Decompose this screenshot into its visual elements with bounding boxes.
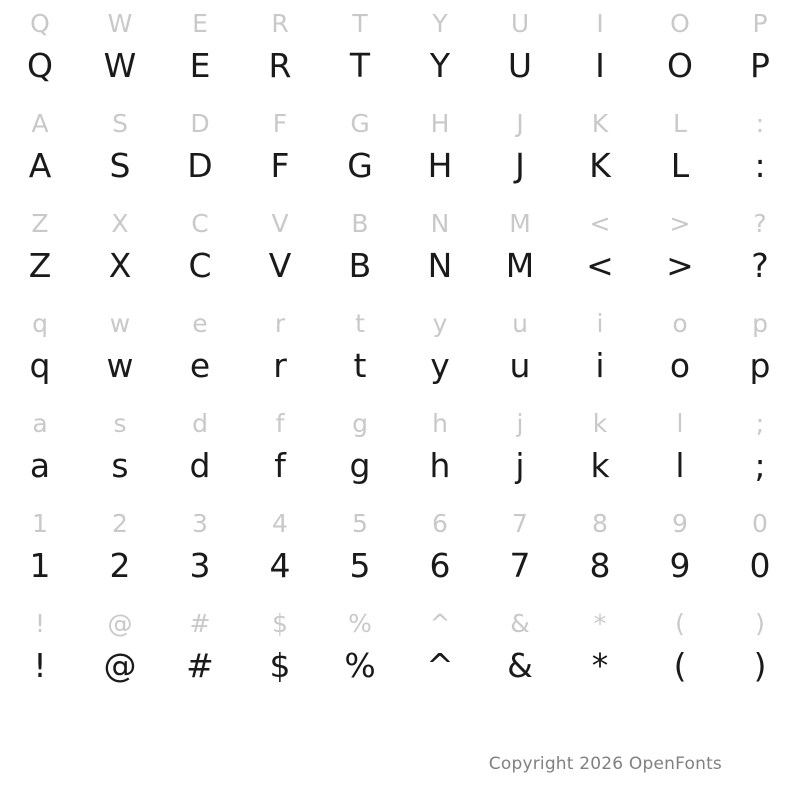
glyph-cell: M (505, 245, 535, 285)
glyph-cell: e (192, 308, 208, 338)
glyph-cell: ! (33, 645, 47, 685)
glyph-cell: 8 (592, 508, 608, 538)
glyph-cell: ^ (429, 608, 451, 638)
glyph-cell: ) (755, 608, 765, 638)
glyph-cell: N (427, 245, 453, 285)
glyph-cell: U (510, 8, 530, 38)
glyph-cell: t (355, 308, 365, 338)
glyph-cell: W (103, 45, 137, 85)
glyph-cell: P (750, 45, 770, 85)
glyph-cell: C (188, 245, 212, 285)
glyph-cell: B (348, 245, 372, 285)
glyph-cell: g (352, 408, 368, 438)
glyph-cell: F (272, 108, 288, 138)
glyph-cell: k (592, 408, 608, 438)
glyph-cell: G (347, 145, 373, 185)
glyph-cell: 7 (512, 508, 528, 538)
glyph-cell: H (427, 145, 453, 185)
glyph-cell: 0 (752, 508, 768, 538)
glyph-cell: 7 (509, 545, 531, 585)
glyph-cell: C (191, 208, 209, 238)
glyph-cell: r (273, 345, 287, 385)
glyph-cell: ( (673, 645, 687, 685)
glyph-cell: D (187, 145, 213, 185)
glyph-cell: ; (754, 445, 766, 485)
glyph-cell: f (274, 445, 286, 485)
glyph-cell: % (344, 645, 376, 685)
glyph-cell: > (669, 208, 691, 238)
glyph-cell: A (28, 145, 52, 185)
glyph-cell: : (755, 108, 765, 138)
glyph-cell: # (189, 608, 211, 638)
glyph-cell: s (113, 408, 127, 438)
glyph-cell: K (591, 108, 609, 138)
glyph-cell: A (31, 108, 49, 138)
glyph-cell: Z (28, 245, 52, 285)
glyph-cell: d (192, 408, 208, 438)
glyph-cell: l (676, 408, 684, 438)
glyph-cell: T (352, 8, 368, 38)
specimen-row (0, 404, 800, 504)
glyph-cell: @ (107, 608, 133, 638)
glyph-cell: w (106, 345, 134, 385)
glyph-cell: X (108, 245, 132, 285)
specimen-row-dark (0, 442, 800, 488)
glyph-cell: S (109, 145, 131, 185)
glyph-cell: i (595, 345, 605, 385)
specimen-row (0, 204, 800, 304)
glyph-cell: @ (103, 645, 137, 685)
glyph-cell: T (349, 45, 371, 85)
glyph-cell: w (109, 308, 131, 338)
glyph-cell: < (586, 245, 614, 285)
glyph-cell: Y (429, 45, 451, 85)
glyph-cell: E (192, 8, 208, 38)
glyph-cell: s (111, 445, 129, 485)
glyph-cell: ^ (426, 645, 454, 685)
glyph-cell: W (107, 8, 133, 38)
specimen-row-dark (0, 342, 800, 388)
glyph-cell: 6 (432, 508, 448, 538)
glyph-cell: 5 (349, 545, 371, 585)
glyph-cell: K (589, 145, 611, 185)
glyph-cell: F (270, 145, 290, 185)
glyph-cell: q (29, 345, 51, 385)
specimen-row-light (0, 4, 800, 42)
specimen-row (0, 4, 800, 104)
glyph-cell: % (348, 608, 372, 638)
specimen-row (0, 304, 800, 404)
glyph-cell: ( (675, 608, 685, 638)
glyph-cell: 5 (352, 508, 368, 538)
glyph-cell: S (112, 108, 128, 138)
glyph-cell: E (189, 45, 211, 85)
glyph-cell: 2 (112, 508, 128, 538)
glyph-cell: 9 (669, 545, 691, 585)
glyph-cell: < (589, 208, 611, 238)
glyph-cell: ! (34, 608, 46, 638)
glyph-cell: j (515, 445, 525, 485)
glyph-cell: e (189, 345, 211, 385)
glyph-cell: p (752, 308, 768, 338)
glyph-cell: O (670, 8, 690, 38)
glyph-cell: a (32, 408, 48, 438)
glyph-cell: # (186, 645, 214, 685)
glyph-cell: 8 (589, 545, 611, 585)
glyph-cell: V (271, 208, 289, 238)
glyph-cell: u (509, 345, 531, 385)
specimen-row (0, 504, 800, 604)
specimen-row-dark (0, 542, 800, 588)
glyph-cell: O (667, 45, 693, 85)
glyph-cell: I (596, 8, 604, 38)
glyph-cell: 1 (32, 508, 48, 538)
specimen-row-dark (0, 42, 800, 88)
glyph-cell: D (190, 108, 210, 138)
glyph-cell: y (430, 345, 450, 385)
glyph-cell: 3 (189, 545, 211, 585)
specimen-row-light (0, 504, 800, 542)
specimen-row-dark (0, 242, 800, 288)
glyph-cell: j (516, 408, 524, 438)
glyph-cell: B (351, 208, 369, 238)
glyph-cell: J (516, 108, 524, 138)
glyph-cell: R (271, 8, 289, 38)
glyph-cell: > (666, 245, 694, 285)
glyph-cell: t (353, 345, 367, 385)
specimen-row (0, 104, 800, 204)
glyph-cell: f (275, 408, 285, 438)
specimen-row-light (0, 204, 800, 242)
glyph-cell: g (349, 445, 371, 485)
glyph-cell: : (754, 145, 766, 185)
glyph-cell: p (749, 345, 771, 385)
glyph-cell: Z (31, 208, 49, 238)
glyph-cell: i (596, 308, 604, 338)
glyph-cell: P (752, 8, 768, 38)
specimen-row-light (0, 104, 800, 142)
glyph-cell: 3 (192, 508, 208, 538)
glyph-cell: 4 (269, 545, 291, 585)
glyph-cell: V (268, 245, 292, 285)
glyph-cell: 2 (109, 545, 131, 585)
specimen-row (0, 604, 800, 704)
glyph-cell: h (432, 408, 448, 438)
glyph-cell: J (515, 145, 525, 185)
glyph-cell: R (268, 45, 292, 85)
glyph-cell: X (111, 208, 129, 238)
glyph-cell: 4 (272, 508, 288, 538)
glyph-cell: L (673, 108, 687, 138)
specimen-row-light (0, 404, 800, 442)
specimen-row-light (0, 304, 800, 342)
glyph-cell: Q (30, 8, 50, 38)
glyph-cell: ) (753, 645, 767, 685)
glyph-cell: 1 (29, 545, 51, 585)
specimen-row-light (0, 604, 800, 642)
glyph-cell: d (189, 445, 211, 485)
glyph-cell: M (509, 208, 531, 238)
glyph-cell: ? (753, 208, 767, 238)
glyph-cell: L (670, 145, 690, 185)
glyph-cell: Y (432, 8, 448, 38)
glyph-cell: q (32, 308, 48, 338)
glyph-cell: * (591, 645, 609, 685)
glyph-cell: N (430, 208, 450, 238)
glyph-cell: H (430, 108, 450, 138)
glyph-cell: r (274, 308, 286, 338)
glyph-cell: U (507, 45, 533, 85)
specimen-row-dark (0, 642, 800, 688)
glyph-cell: I (595, 45, 605, 85)
glyph-cell: l (675, 445, 685, 485)
glyph-cell: * (593, 608, 607, 638)
glyph-cell: 6 (429, 545, 451, 585)
glyph-cell: $ (272, 608, 288, 638)
glyph-cell: o (672, 308, 688, 338)
glyph-cell: 9 (672, 508, 688, 538)
glyph-cell: k (590, 445, 610, 485)
glyph-cell: $ (269, 645, 291, 685)
glyph-cell: 0 (749, 545, 771, 585)
glyph-cell: & (510, 608, 530, 638)
glyph-cell: u (512, 308, 528, 338)
glyph-cell: y (432, 308, 448, 338)
glyph-cell: a (29, 445, 51, 485)
glyph-cell: G (350, 108, 370, 138)
glyph-cell: ? (751, 245, 769, 285)
specimen-row-dark (0, 142, 800, 188)
glyph-cell: & (507, 645, 533, 685)
glyph-cell: h (429, 445, 451, 485)
glyph-cell: ; (755, 408, 765, 438)
glyph-cell: Q (27, 45, 53, 85)
copyright-notice: Copyright 2026 OpenFonts (488, 754, 722, 774)
glyph-cell: o (669, 345, 691, 385)
